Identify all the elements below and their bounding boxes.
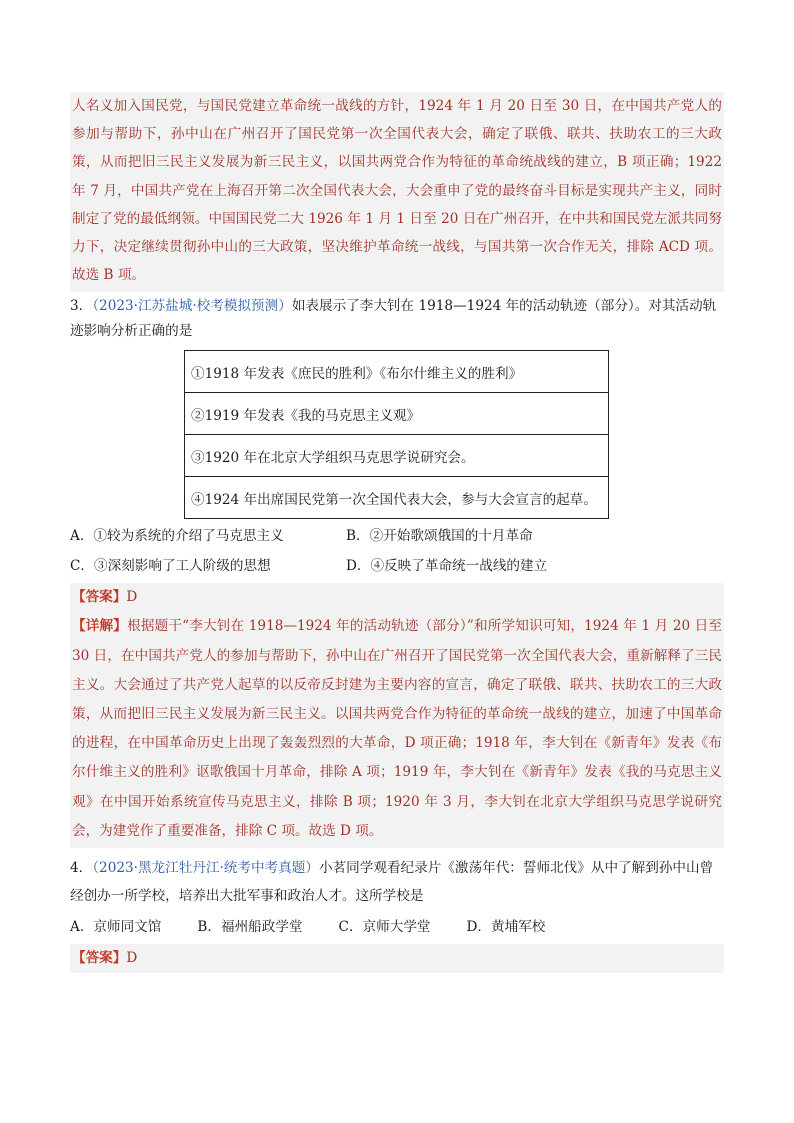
option-c: C．③深刻影响了工人阶级的思想 — [70, 558, 271, 575]
question-3 — [70, 294, 724, 344]
table-row — [185, 393, 609, 435]
options-row — [70, 551, 724, 581]
option-b: B．福州船政学堂 — [197, 919, 303, 936]
option-a: A．①较为系统的介绍了马克思主义 — [70, 528, 284, 545]
question-3-source: （2023·江苏盐城·校考模拟预测） — [92, 298, 292, 315]
detail-line — [72, 612, 722, 846]
answer-tag: 【答案】 — [72, 950, 127, 967]
table-row — [185, 351, 609, 393]
option-a: A．京师同文馆 — [70, 919, 162, 936]
table-cell: ②1919 年发表《我的马克思主义观》 — [185, 393, 609, 435]
answer-value: D — [126, 589, 138, 606]
question-3-stem: 如表展示了李大钊在 1918—1924 年的活动轨迹（部分）。对其活动轨迹影响分析正确的是 — [70, 298, 717, 340]
question-4-answer — [70, 944, 724, 973]
table-row — [185, 435, 609, 477]
question-3-options — [70, 521, 724, 581]
answer-value: D — [126, 950, 138, 967]
question-4-source: （2023·黑龙江牡丹江·统考中考真题） — [92, 860, 319, 877]
question-4-stem-line — [70, 854, 724, 910]
option-b: B．②开始歌颂俄国的十月革命 — [346, 528, 533, 545]
options-row — [70, 521, 724, 551]
question-4-number: 4． — [70, 860, 93, 877]
answer-tag: 【答案】 — [72, 589, 127, 606]
answer-line — [72, 583, 722, 612]
detail-tag: 【详解】 — [72, 618, 128, 635]
question-4 — [70, 854, 724, 910]
question-4-stem: 小茗同学观看纪录片《激荡年代：誓师北伐》从中了解到孙中山曾经创办一所学校，培养出大批军事和政治人才。这所学校是 — [70, 860, 714, 905]
option-c: C．京师大学堂 — [338, 919, 431, 936]
explanation-text: 人名义加入国民党，与国民党建立革命统一战线的方针，1924 年 1 月 20 日至 30 日，在中国共产党人的参加与帮助下，孙中山在广州召开了国民党第一次全国代表大会，确定了联俄、联共、扶助农工的三大政策，从而把旧三民主义发展为新三民主义，以国共两党合作为特征的革命统战线的建立，B 项正确；1922 年 7 月，中国共产党在上海召开第二次全国代表大会，大会重申了党的最终奋斗目标是实现共产主义，同时制定了党的最低纲领。中国国民党二大 1926 年 1 月 1 日至 20 日在广州召开，在中共和国民党左派共同努力下，决定继续贯彻孙中山的三大政策，坚决维护革命统一战线，与国共第一次合作无关，排除 ACD 项。故选 B 项。 — [72, 98, 722, 284]
question-3-answer — [70, 583, 724, 612]
question-3-number: 3． — [70, 298, 93, 315]
question-4-options — [70, 912, 724, 942]
question-3-stem-line — [70, 294, 724, 344]
activity-table — [184, 350, 609, 519]
table-cell: ④1924 年出席国民党第一次全国代表大会，参与大会宣言的起草。 — [185, 477, 609, 519]
table-cell: ①1918 年发表《庶民的胜利》《布尔什维主义的胜利》 — [185, 351, 609, 393]
question-3-detail — [70, 612, 724, 848]
table-row — [185, 477, 609, 519]
options-row — [70, 912, 724, 942]
option-d: D．④反映了革命统一战线的建立 — [346, 558, 548, 575]
answer-line — [72, 944, 722, 973]
table-cell: ③1920 年在北京大学组织马克思学说研究会。 — [185, 435, 609, 477]
detail-text: 根据题干“李大钊在 1918—1924 年的活动轨迹（部分）”和所学知识可知，1924 年 1 月 20 日至 30 日，在中国共产党人的参加与帮助下，孙中山在广州召开了国民党第一次全国代表大会，重新解释了三民主义。大会通过了共产党人起草的以反帝反封建为主要内容的宣言，确定了联俄、联共、扶助农工的三大政策，从而把旧三民主义发展为新三民主义。以国共两党合作为特征的革命统一战线的建立，加速了中国革命的进程，在中国革命历史上出现了轰轰烈烈的大革命，D 项正确；1918 年，李大钊在《新青年》发表《布尔什维主义的胜利》讴歌俄国十月革命，排除 A 项；1919 年，李大钊在《新青年》发表《我的马克思主义观》在中国开始系统宣传马克思主义，排除 B 项；1920 年 3 月，李大钊在北京大学组织马克思学说研究会，为建党作了重要准备，排除 C 项。故选 D 项。 — [72, 618, 723, 839]
option-d: D．黄埔军校 — [466, 919, 546, 936]
previous-question-explanation — [70, 92, 724, 292]
document-page — [70, 92, 724, 973]
